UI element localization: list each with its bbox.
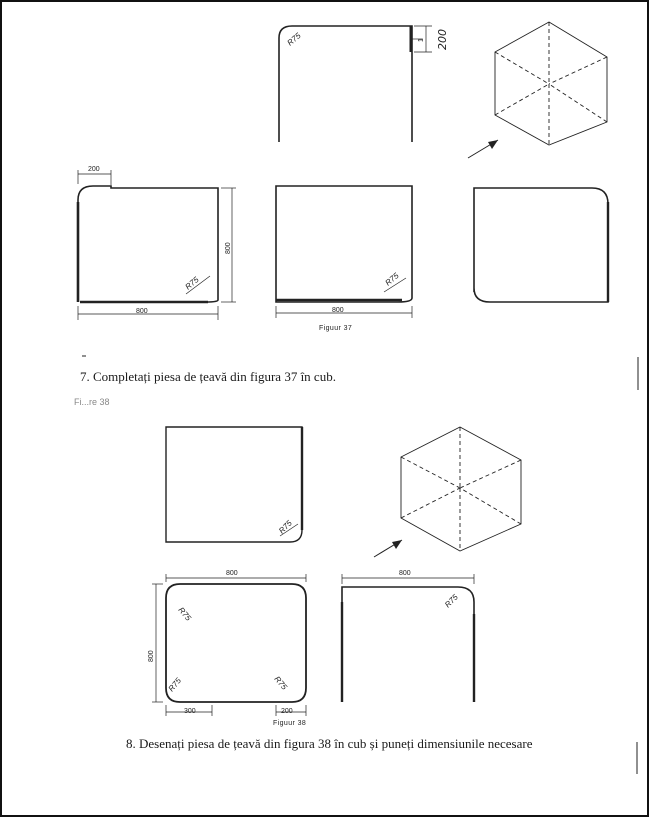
- fig38-bottom-left-dim: 300: [184, 708, 196, 715]
- fig38-side-width-label: 800: [399, 570, 411, 577]
- fig37-tab-width-label: 200: [88, 166, 100, 173]
- fig37-top-radius-label: R75: [285, 31, 303, 48]
- fig37-caption: Figuur 37: [319, 325, 353, 332]
- fig38-height-label: 800: [148, 650, 155, 662]
- question-8-text: 8. Desenați piesa de țeavă din figura 38 în cub și puneți dimensiunile necesare: [126, 736, 533, 751]
- fig37-side-view: [276, 186, 412, 318]
- fig38-bottom-right-radius-label: R75: [272, 674, 289, 692]
- fig38-bottom-right-dim: 200: [281, 708, 293, 715]
- fig38-bottom-left-radius-label: R75: [166, 676, 183, 694]
- fig38-top-left-radius-label: R75: [176, 605, 193, 623]
- fig38-front-view: [152, 574, 306, 716]
- fig37-height-label: 800: [225, 242, 232, 254]
- fig38-front-width-label: 800: [226, 570, 238, 577]
- stray-note: Fi...re 38: [74, 397, 110, 407]
- fig38-side-view: [342, 574, 474, 702]
- fig37-top-height-label: 200: [436, 29, 449, 50]
- fig37-rear-view: [474, 188, 608, 302]
- fig37-arrow: [468, 140, 498, 158]
- technical-drawings: [2, 2, 647, 815]
- fig37-top-side-label: 1: [418, 38, 425, 42]
- fig38-arrow: [374, 540, 402, 557]
- fig37-front-radius-label: R75: [183, 275, 201, 292]
- fig38-side-radius-label: R75: [443, 592, 460, 610]
- fig37-middle-width-label: 800: [332, 307, 344, 314]
- question-7-text: 7. Completați piesa de țeavă din figura 37 în cub.: [80, 369, 336, 384]
- fig37-front-width-label: 800: [136, 308, 148, 315]
- fig38-caption: Figuur 38: [273, 720, 307, 727]
- fig37-middle-radius-label: R75: [383, 271, 401, 288]
- fig37-cube: [495, 22, 607, 145]
- fig37-front-view: [78, 170, 236, 320]
- fig38-cube: [401, 427, 521, 551]
- fig37-top-view: [279, 26, 432, 142]
- fig38-top-radius-label: R75: [277, 518, 294, 536]
